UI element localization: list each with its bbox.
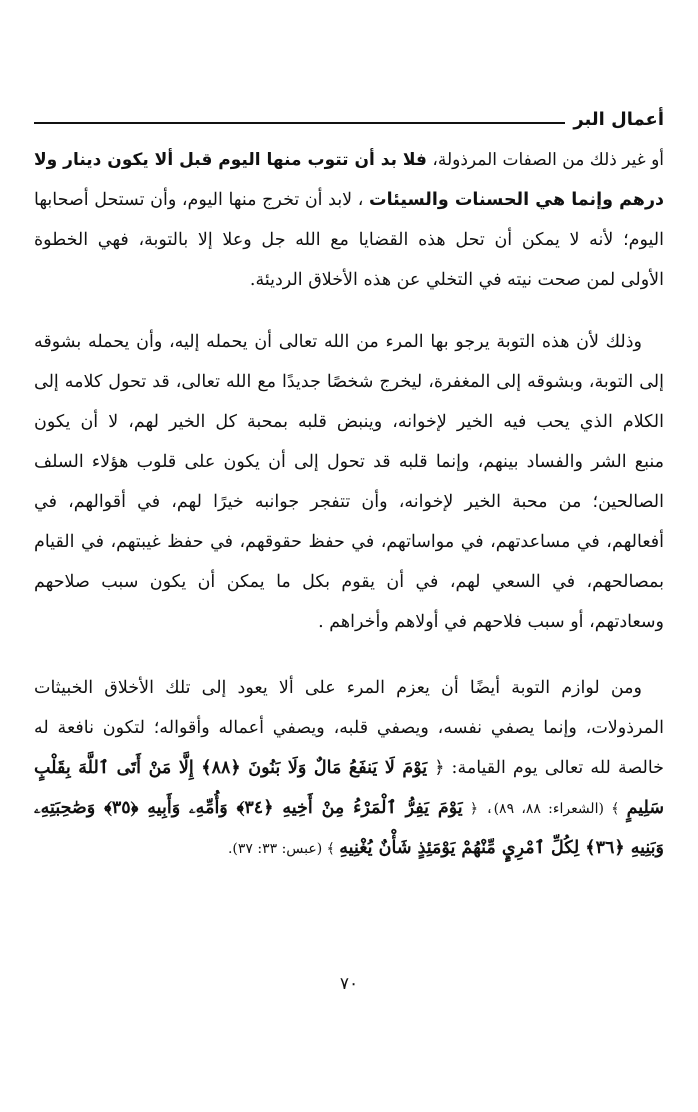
quran-verse: وَبَنِيهِ ﴿٣٦﴾ لِكُلِّ ٱمْرِيٍٕ مِّنْهُمْ يَوْمَئِذٍ شَأْنٌ يُغْنِيهِ (339, 838, 664, 858)
line-text: اليوم؛ لأنه لا يمكن أن تحل هذه القضايا مع الله جل وعلا إلا بالتوبة، فهي الخطوة (34, 230, 664, 250)
line-text: إلى التوبة، وبشوقه إلى المغفرة، ليخرج شخصًا جديدًا مع الله تعالى، قد تحول كلامه إلى (34, 372, 664, 392)
text-line (34, 828, 664, 868)
quran-verse: يَوْمَ يَفِرُّ ٱلْمَرْءُ مِنْ أَخِيهِ ﴿٣٤﴾ وَأُمِّهِۦ وَأَبِيهِ ﴿٣٥﴾ وَصَٰحِبَتِهِۦ (34, 798, 463, 818)
text-line (34, 522, 664, 562)
line-text: المرذولات، وإنما يصفي نفسه، ويصفي قلبه، ويصفي أعماله وأقواله؛ لتكون نافعة له (34, 718, 664, 738)
header-rule (34, 122, 565, 124)
quran-verse: سَلِيمٍ (626, 798, 664, 818)
paragraph-2 (34, 322, 664, 642)
line-text: وسعادتهم، أو سبب فلاحهم في أولاهم وأخراهم . (318, 612, 664, 632)
text-line (34, 402, 664, 442)
line-text: الأولى لمن صحت نيته في التخلي عن هذه الأخلاق الرديئة. (249, 270, 664, 290)
paragraph-1 (34, 140, 664, 300)
line-text: وذلك لأن هذه التوبة يرجو بها المرء من الله تعالى أن يحمله إليه، وأن يحمله بشوقه (34, 332, 642, 352)
text-line (34, 180, 664, 220)
line-text: الكلام الذي يحب فيه الخير لإخوانه، وينبض قلبه بمحبة كل الخير لهم، لا أن يكون (34, 412, 664, 432)
header-title: أعمال البر (573, 109, 664, 130)
verse-citation: ﴾ (الشعراء: ٨٨، ٨٩)، ﴿ (462, 801, 627, 817)
line-text: أو غير ذلك من الصفات المرذولة، (426, 150, 664, 170)
text-line (34, 442, 664, 482)
quran-verse: يَوْمَ لَا يَنفَعُ مَالٌ وَلَا بَنُونَ ﴿٨٨﴾ إِلَّا مَنْ أَتَى ٱللَّهَ بِقَلْبٍ (34, 758, 428, 778)
emphasis-text: فلا بد أن تتوب منها اليوم قبل ألا يكون دينار ولا (34, 150, 427, 170)
line-text: أفعالهم، في مساعدتهم، في مواساتهم، في حفظ حقوقهم، في حفظ غيبتهم، في القيام (34, 532, 664, 552)
running-header (34, 96, 664, 130)
line-text: منبع الشر والفساد بينهم، وإنما قلبه قد تحول إلى أن يكون على قلوب هؤلاء السلف (34, 452, 664, 472)
line-text: خالصة لله تعالى يوم القيامة: ﴿ (427, 758, 664, 778)
text-line (34, 322, 664, 362)
text-line (34, 708, 664, 748)
text-line (34, 220, 664, 260)
text-line (34, 482, 664, 522)
verse-citation: ﴾ (عبس: ٣٣: ٣٧). (227, 841, 340, 857)
text-line (34, 788, 664, 828)
text-line (34, 562, 664, 602)
line-text: ، لابد أن تخرج منها اليوم، وأن تستحل أصحابها (34, 190, 370, 210)
paragraph-3 (34, 668, 664, 868)
line-text: الصالحين؛ من محبة الخير لإخوانه، وأن تتفجر جوانبه خيرًا لهم، في أقوالهم، في (34, 492, 664, 512)
text-line (34, 362, 664, 402)
text-line (34, 668, 664, 708)
page-number: ٧٠ (339, 974, 359, 994)
text-line (34, 602, 664, 642)
line-text: بمصالحهم، في السعي لهم، في أن يقوم بكل ما يمكن أن يكون سبب صلاحهم (34, 572, 664, 592)
line-text: ومن لوازم التوبة أيضًا أن يعزم المرء على ألا يعود إلى تلك الأخلاق الخبيثات (34, 678, 642, 698)
emphasis-text: درهم وإنما هي الحسنات والسيئات (369, 190, 664, 210)
text-line (34, 748, 664, 788)
text-line (34, 260, 664, 300)
text-line (34, 140, 664, 180)
